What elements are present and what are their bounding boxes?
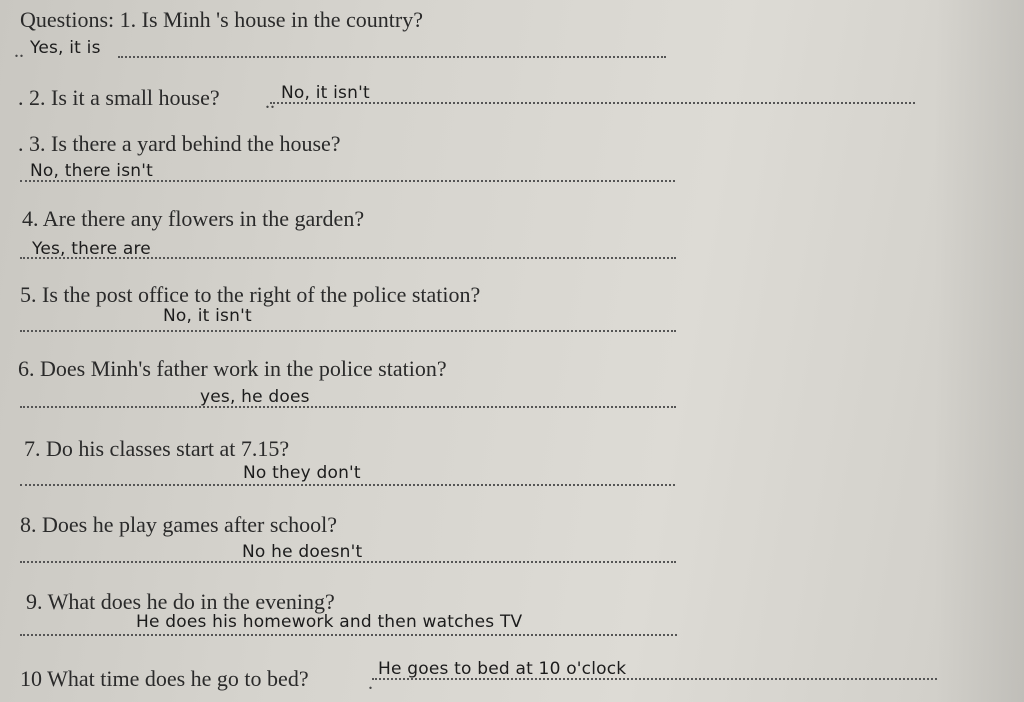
question-8-text: 8. Does he play games after school?	[20, 512, 338, 537]
answer-leader-dots: ..	[265, 91, 275, 113]
answer-line-7	[20, 484, 675, 486]
answer-7: No they don't	[243, 463, 361, 483]
answer-6: yes, he does	[200, 387, 310, 407]
answer-line-5	[20, 330, 676, 332]
question-2-text: . 2. Is it a small house?	[18, 85, 220, 110]
questions-label: Questions:	[20, 7, 115, 32]
answer-3: No, there isn't	[30, 161, 153, 181]
question-9-text: 9. What does he do in the evening?	[26, 589, 335, 614]
answer-line-9	[20, 634, 677, 636]
answer-10: He goes to bed at 10 o'clock	[378, 659, 627, 679]
answer-line-6	[20, 406, 676, 408]
answer-line-2	[270, 102, 915, 104]
question-1-text: 1. Is Minh 's house in the country?	[119, 7, 423, 32]
answer-line-4	[20, 257, 676, 259]
answer-line-1	[118, 56, 666, 58]
answer-line-3	[20, 180, 675, 182]
questions-header	[20, 7, 423, 33]
question-7-text: 7. Do his classes start at 7.15?	[24, 436, 290, 461]
answer-leader-dots: ..	[14, 40, 24, 62]
question-10-text: 10 What time does he go to bed?	[20, 666, 309, 691]
answer-8: No he doesn't	[242, 542, 363, 562]
question-6-text: 6. Does Minh's father work in the police station?	[18, 356, 447, 381]
answer-2: No, it isn't	[281, 83, 370, 103]
question-5-text: 5. Is the post office to the right of the police station?	[20, 282, 481, 307]
answer-leader-dots: .	[368, 672, 373, 694]
answer-line-8	[20, 561, 676, 563]
question-3-text: . 3. Is there a yard behind the house?	[18, 131, 341, 156]
paper-shadow	[934, 0, 1024, 702]
answer-1: Yes, it is	[30, 38, 101, 58]
answer-9: He does his homework and then watches TV	[136, 612, 523, 632]
question-4-text: 4. Are there any flowers in the garden?	[22, 206, 365, 231]
answer-4: Yes, there are	[32, 239, 151, 259]
answer-5: No, it isn't	[163, 306, 252, 326]
answer-line-10	[372, 678, 937, 680]
